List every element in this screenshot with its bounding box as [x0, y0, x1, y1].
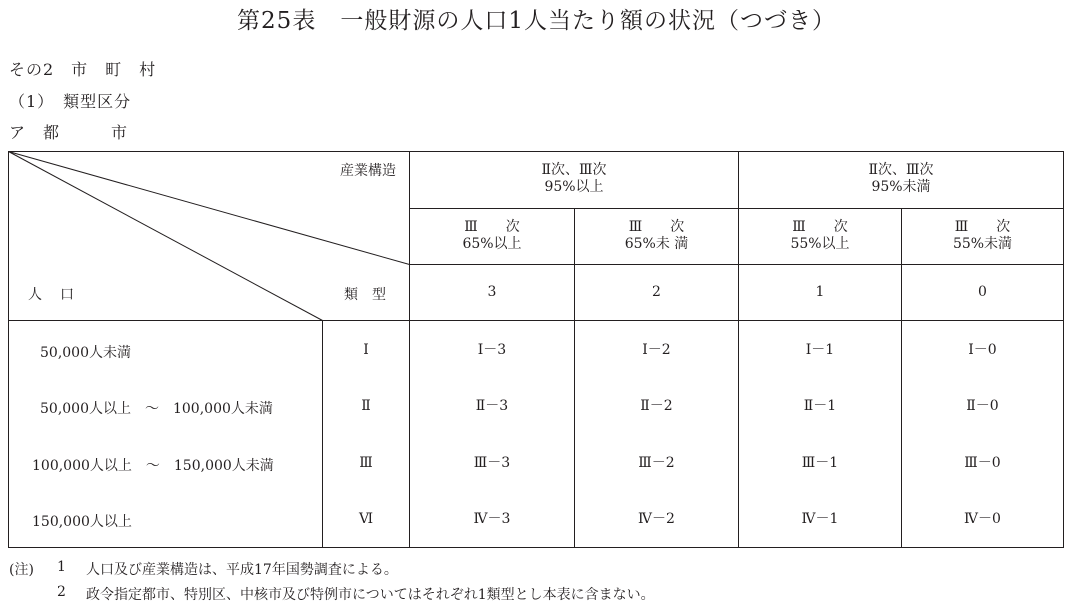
note-text-1: 人口及び産業構造は、平成17年国勢調査による。: [86, 562, 398, 578]
type-code-0: 0: [978, 284, 987, 300]
type-code-2: 2: [652, 284, 661, 300]
section-heading: その2 市 町 村: [9, 60, 157, 79]
table-cell: Ⅱ－0: [966, 398, 999, 414]
row-type-3: Ⅲ: [359, 455, 373, 471]
table-cell: Ⅳ－3: [473, 511, 511, 527]
classification-table: [8, 151, 1064, 548]
notes-label: (注): [9, 562, 34, 578]
table-cell: Ⅰ－3: [477, 342, 507, 358]
sub-header-3: Ⅲ 次 55%以上: [790, 219, 850, 252]
row-population-2: 50,000人以上 ～ 100,000人未満: [40, 401, 273, 417]
group-header-1: Ⅱ次、Ⅲ次 95%以上: [541, 162, 607, 195]
note-number-2: 2: [57, 584, 66, 600]
table-cell: Ⅳ－2: [638, 511, 675, 527]
table-cell: Ⅱ－1: [803, 398, 837, 414]
page-title: 第25表 一般財源の人口1人当たり額の状況（つづき）: [237, 8, 836, 34]
type-code-3: 3: [487, 284, 497, 300]
row-type-4: Ⅵ: [358, 511, 374, 527]
table-cell: Ⅰ－2: [642, 342, 671, 358]
note-text-2: 政令指定都市、特別区、中核市及び特例市についてはそれぞれ1類型とし本表に含まない。: [86, 587, 655, 603]
table-cell: Ⅲ－0: [964, 455, 1001, 471]
note-number-1: 1: [57, 559, 66, 575]
corner-type-label: 類 型: [344, 287, 386, 303]
subsection-heading: （1） 類型区分: [9, 92, 132, 111]
sub-header-2: Ⅲ 次 65%未 満: [624, 219, 689, 252]
table-cell: Ⅱ－2: [640, 398, 673, 414]
table-cell: Ⅳ－1: [801, 511, 839, 527]
table-cell: Ⅰ－0: [968, 342, 997, 358]
row-population-1: 50,000人未満: [40, 345, 131, 361]
row-population-4: 150,000人以上: [32, 514, 132, 530]
table-cell: Ⅱ－3: [475, 398, 509, 414]
group-header-2: Ⅱ次、Ⅲ次 95%未満: [868, 162, 934, 195]
row-type-2: Ⅱ: [361, 398, 371, 414]
sub-header-4: Ⅲ 次 55%未満: [952, 219, 1013, 252]
subsubsection-heading: ア 都 市: [9, 123, 129, 142]
type-code-1: 1: [815, 284, 825, 300]
row-population-3: 100,000人以上 ～ 150,000人未満: [32, 458, 274, 474]
sub-header-1: Ⅲ 次 65%以上: [462, 219, 522, 252]
table-cell: Ⅲ－1: [801, 455, 839, 471]
table-cell: Ⅲ－3: [473, 455, 511, 471]
table-cell: Ⅳ－0: [964, 511, 1001, 527]
corner-industry-label: 産業構造: [340, 163, 396, 179]
table-cell: Ⅲ－2: [638, 455, 675, 471]
table-cell: Ⅰ－1: [805, 342, 835, 358]
corner-population-label: 人 口: [28, 287, 76, 303]
row-type-1: Ⅰ: [363, 342, 369, 358]
